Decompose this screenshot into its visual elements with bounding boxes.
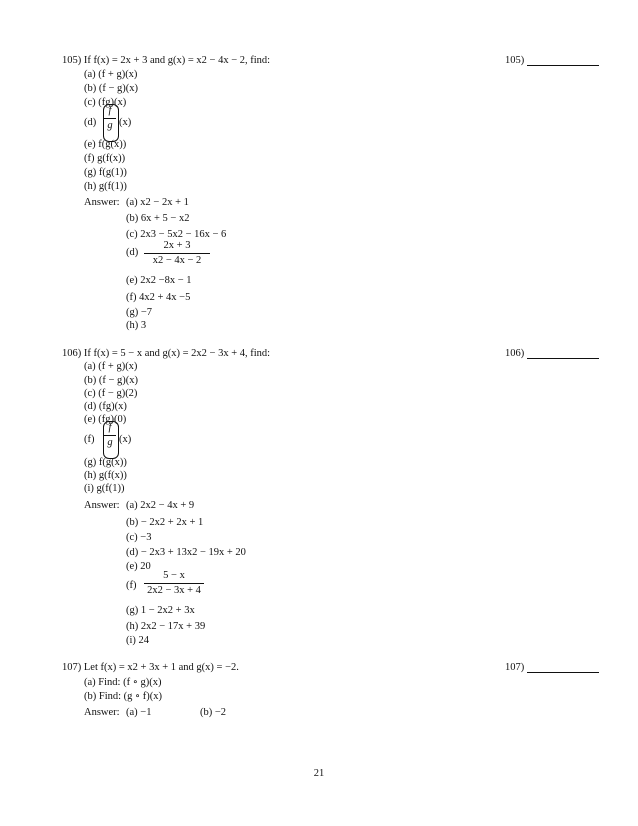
q106-answer-a: (a) 2x2 − 4x + 9: [126, 500, 195, 511]
q105-answer-d-num: 2x + 3: [163, 240, 191, 251]
page-number: 21: [313, 768, 325, 779]
q105-part-h: (h) g(f(1)): [84, 181, 127, 192]
q105-frac-den: g: [107, 120, 113, 131]
q106-frac-den: g: [107, 437, 113, 448]
q105-right-number: 105): [505, 55, 525, 66]
q105-answer-e: (e) 2x2 −8x − 1: [126, 275, 192, 286]
q105-answer-g: (g) −7: [126, 307, 153, 318]
q107-answer-label: Answer:: [84, 707, 120, 718]
q106-answer-h: (h) 2x2 − 17x + 39: [126, 621, 206, 632]
q105-part-a: (a) (f + g)(x): [84, 69, 138, 80]
q107-right-number: 107): [505, 662, 525, 673]
q107-answer-a: (a) −1: [126, 707, 152, 718]
q105-stem-line: [62, 55, 270, 67]
q107-stem-line: [62, 662, 239, 674]
q107-answer-b: (b) −2: [200, 707, 227, 718]
q106-part-g: (g) f(g(x)): [84, 457, 127, 468]
q105-part-f: (f) g(f(x)): [84, 153, 126, 164]
q106-part-e: (e) (fg)(0): [84, 414, 127, 425]
q105-answer-b: (b) 6x + 5 − x2: [126, 213, 190, 224]
q106-part-h: (h) g(f(x)): [84, 470, 127, 481]
q106-part-i: (i) g(f(1)): [84, 483, 125, 494]
q106-part-b: (b) (f − g)(x): [84, 375, 139, 386]
q105-answer-h: (h) 3: [126, 320, 147, 331]
q106-answer-f-label: (f): [126, 580, 137, 591]
q106-part-a: (a) (f + g)(x): [84, 361, 138, 372]
q107-answer-blank[interactable]: [527, 662, 599, 673]
q105-part-d-x: (x): [119, 117, 132, 128]
q106-answer-blank[interactable]: [527, 348, 599, 359]
q105-part-d-label: (d): [84, 117, 97, 128]
q105-answer-f: (f) 4x2 + 4x −5: [126, 292, 191, 303]
q106-answer-f-num: 5 − x: [163, 570, 185, 581]
q106-stem: If f(x) = 5 − x and g(x) = 2x2 − 3x + 4, find:: [83, 348, 271, 359]
q105-stem: If f(x) = 2x + 3 and g(x) = x2 − 4x − 2, find:: [83, 55, 271, 66]
q107-stem: Let f(x) = x2 + 3x + 1 and g(x) = −2.: [83, 662, 239, 673]
q106-answer-e: (e) 20: [126, 561, 151, 572]
q106-answer-label: Answer:: [84, 500, 120, 511]
q106-part-f-label: (f): [84, 434, 95, 445]
q106-part-c: (c) (f − g)(2): [84, 388, 138, 399]
q106-fraction: [104, 422, 116, 449]
q107-number: 107): [62, 662, 82, 673]
q106-answer-g: (g) 1 − 2x2 + 3x: [126, 605, 195, 616]
q106-answer-c: (c) −3: [126, 532, 152, 543]
q106-part-d: (d) (fg)(x): [84, 401, 127, 412]
q105-part-g: (g) f(g(1)): [84, 167, 127, 178]
q106-right-number: 106): [505, 348, 525, 359]
q105-part-e: (e) f(g(x)): [84, 139, 127, 150]
q105-answer-blank[interactable]: [527, 55, 599, 66]
q106-part-f-x: (x): [119, 434, 132, 445]
q106-stem-line: [62, 348, 270, 360]
q105-answer-d-label: (d): [126, 247, 139, 258]
q105-answer-d-fraction: [144, 240, 210, 267]
q106-frac-num: f: [108, 422, 112, 433]
q105-answer-c: (c) 2x3 − 5x2 − 16x − 6: [126, 229, 227, 240]
q106-answer-i: (i) 24: [126, 635, 150, 646]
q105-answer-label: Answer:: [84, 197, 120, 208]
q106-answer-d: (d) − 2x3 + 13x2 − 19x + 20: [126, 547, 246, 558]
q105-answer-a: (a) x2 − 2x + 1: [126, 197, 189, 208]
q107-part-a: (a) Find: (f ∘ g)(x): [84, 677, 162, 688]
q105-part-b: (b) (f − g)(x): [84, 83, 139, 94]
q106-answer-f-fraction: [144, 570, 204, 597]
q105-answer-d-den: x2 − 4x − 2: [152, 255, 202, 266]
q106-number: 106): [62, 348, 82, 359]
q107-part-b: (b) Find: (g ∘ f)(x): [84, 691, 163, 702]
q105-fraction: [104, 105, 116, 132]
q106-answer-f-den: 2x2 − 3x + 4: [147, 585, 201, 596]
q105-part-c: (c) (fg)(x): [84, 97, 127, 108]
q105-frac-num: f: [108, 105, 112, 116]
q105-number: 105): [62, 55, 82, 66]
q106-answer-b: (b) − 2x2 + 2x + 1: [126, 517, 204, 528]
